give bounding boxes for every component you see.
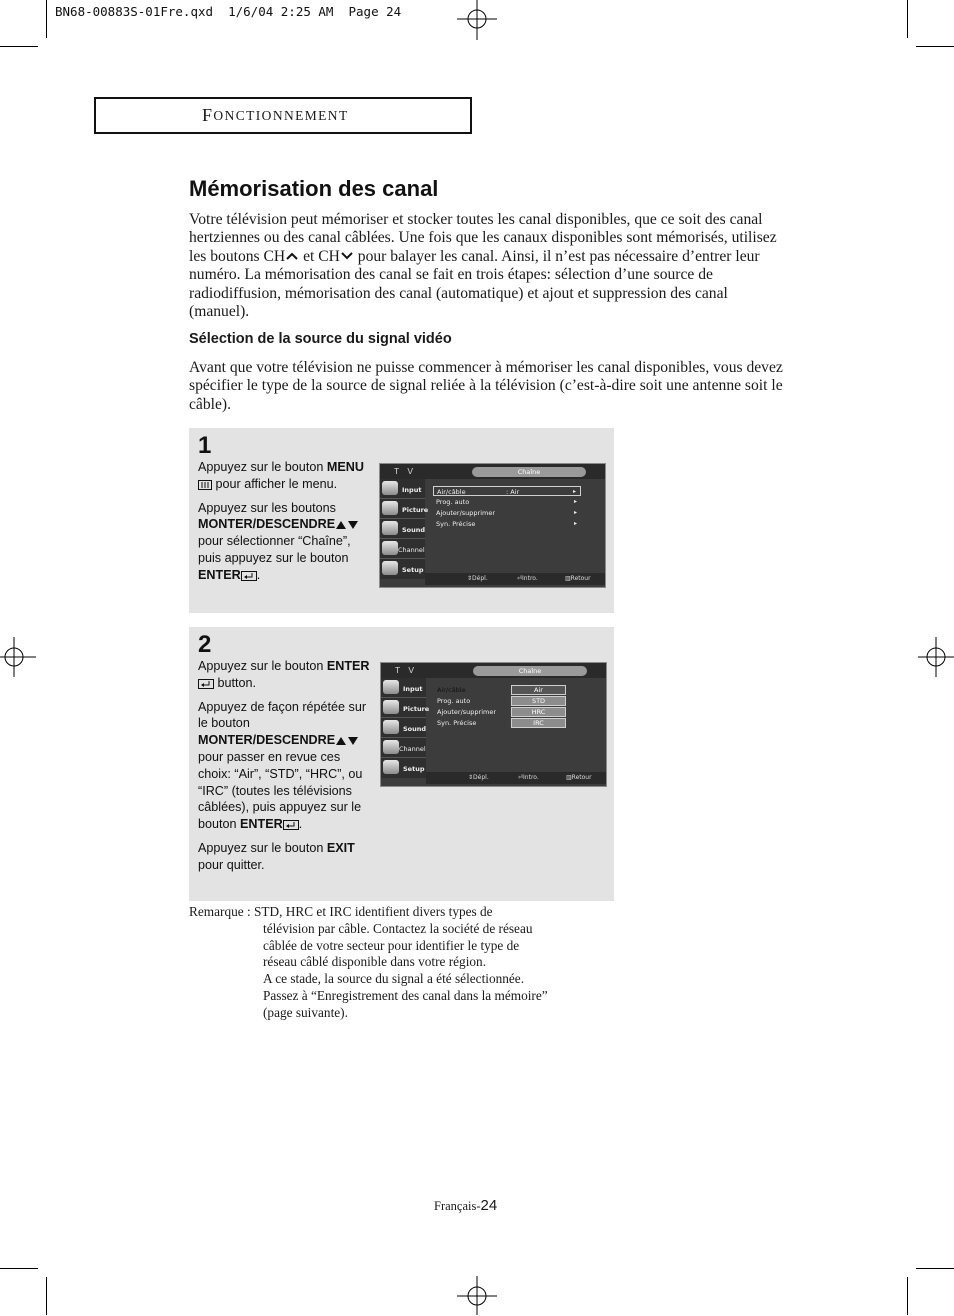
osd-tv-label: T V bbox=[394, 466, 417, 476]
crop-mark bbox=[907, 1277, 908, 1315]
page-number: 24 bbox=[480, 1197, 498, 1214]
registration-mark-icon bbox=[457, 0, 497, 40]
osd-row-add-remove bbox=[434, 707, 504, 717]
osd-row-fine-tune bbox=[434, 718, 504, 728]
osd-menu-label: Picture bbox=[402, 506, 429, 514]
osd-hint-label: Retour bbox=[571, 774, 592, 781]
osd-row-label: Air/câble bbox=[437, 488, 466, 496]
arrow-right-icon: ▸ bbox=[573, 520, 577, 527]
step-text: button. bbox=[214, 675, 257, 690]
osd-option-air: Air bbox=[511, 685, 566, 695]
intro-text: Votre télévision peut mémoriser et stocker toutes les canal disponibles, que ce soit des canal hertziennes ou des canal câblées. Une fois que les canaux disponibles sont mémorisés, utilisez les boutons CH bbox=[189, 211, 777, 265]
osd-menu-sound bbox=[381, 718, 426, 738]
osd-row-label: Ajouter/supprimer bbox=[436, 509, 495, 517]
osd-sidebar bbox=[380, 479, 429, 579]
osd-menu-picture bbox=[380, 499, 429, 519]
crop-mark bbox=[0, 46, 38, 47]
remark-line: Remarque : STD, HRC et IRC identifient divers types de bbox=[189, 904, 493, 919]
osd-tv-label: T V bbox=[395, 665, 418, 675]
step-text: Appuyez sur les boutons bbox=[198, 500, 336, 515]
remark-line: câblée de votre secteur pour identifier le type de bbox=[263, 937, 520, 953]
osd-menu-channel bbox=[381, 738, 426, 758]
sound-icon bbox=[383, 720, 399, 734]
step-text: . bbox=[256, 567, 261, 582]
osd-enter-hint: ⏎ Intro. bbox=[518, 772, 523, 784]
step-number: 2 bbox=[198, 631, 212, 658]
step-text: Appuyez sur le bouton bbox=[198, 460, 327, 474]
osd-top-bar bbox=[381, 663, 606, 678]
crop-mark bbox=[46, 0, 47, 38]
osd-row-prog-auto bbox=[433, 497, 581, 507]
osd-return-hint: ▥ Retour bbox=[566, 772, 572, 784]
chevron-down-icon bbox=[340, 251, 354, 261]
menu-button-label: MENU bbox=[326, 460, 364, 474]
section-tab-initial: F bbox=[202, 105, 214, 125]
page-footer bbox=[434, 1197, 497, 1214]
osd-menu-input bbox=[381, 678, 426, 698]
osd-hint-label: Dépl. bbox=[472, 575, 488, 582]
up-down-button-label: MONTER/DESCENDRE bbox=[198, 733, 336, 748]
osd-row-label: Syn. Précise bbox=[437, 719, 477, 727]
osd-row-label: Air/câble bbox=[437, 686, 466, 694]
osd-menu-label: Input bbox=[402, 486, 422, 494]
enter-icon bbox=[283, 820, 299, 830]
crop-mark bbox=[46, 1277, 47, 1315]
step-text: pour sélectionner “Chaîne”, puis appuyez sur le bouton bbox=[198, 534, 351, 565]
source-paragraph: Avant que votre télévision ne puisse commencer à mémoriser les canal disponibles, vous devez spécifier le type de la source de signal reliée à la télévision (c’est-à-dire soit une antenne soit le câble). bbox=[189, 359, 783, 413]
osd-bottom-bar bbox=[426, 772, 606, 784]
setup-icon bbox=[383, 760, 399, 774]
arrow-right-icon: ▸ bbox=[573, 509, 577, 516]
osd-menu-picture bbox=[381, 698, 430, 718]
osd-hint-label: Dépl. bbox=[473, 774, 489, 781]
step-number: 1 bbox=[198, 432, 212, 459]
arrow-right-icon: ▸ bbox=[572, 488, 576, 495]
step-2-box bbox=[189, 627, 614, 901]
input-icon bbox=[382, 481, 398, 495]
osd-bottom-bar bbox=[425, 573, 605, 585]
step-1-text bbox=[198, 459, 373, 591]
osd-menu-label: Channel bbox=[399, 745, 426, 753]
step-text: pour quitter. bbox=[198, 857, 265, 872]
print-header: BN68-00883S-01Fre.qxd 1/6/04 2:25 AM Page 24 bbox=[55, 4, 402, 19]
enter-button-label: ENTER bbox=[326, 659, 370, 673]
arrow-right-icon: ▸ bbox=[573, 498, 577, 505]
crop-mark bbox=[0, 1268, 38, 1269]
osd-row-label: Prog. auto bbox=[437, 697, 471, 705]
enter-icon bbox=[198, 679, 214, 689]
osd-menu-label: Sound bbox=[402, 526, 426, 534]
footer-language: Français- bbox=[434, 1199, 481, 1213]
menu-icon bbox=[198, 480, 212, 490]
osd-row-air-cable bbox=[434, 685, 504, 695]
up-down-arrows-icon bbox=[335, 736, 359, 746]
section-tab bbox=[94, 97, 472, 134]
osd-return-hint: ▥ Retour bbox=[565, 573, 571, 585]
osd-menu-setup bbox=[380, 559, 425, 578]
step-text: Appuyez sur le bouton bbox=[198, 659, 327, 673]
remark-line: Passez à “Enregistrement des canal dans la mémoire” bbox=[263, 987, 548, 1003]
osd-hint-label: Retour bbox=[570, 575, 591, 582]
osd-top-bar bbox=[380, 464, 605, 479]
registration-mark-icon bbox=[918, 637, 954, 677]
tv-osd-screen bbox=[380, 662, 607, 787]
step-text: pour passer en revue ces choix: “Air”, “STD”, “HRC”, ou “IRC” (toutes les télévisions câblées), puis appuyez sur le bouton bbox=[198, 749, 363, 832]
osd-row-value: : Air bbox=[506, 488, 520, 496]
intro-text: pour balayer les canal. Ainsi, il n’est pas nécessaire d’entrer leur numéro. La mémorisation des canal se fait en trois étapes: sélection d’une source de radiodiffusion, mémorisation des canal (automatique) et ajout et suppression des canal (manuel). bbox=[189, 247, 760, 321]
osd-move-hint: ⇕ Dépl. bbox=[467, 573, 472, 585]
sound-icon bbox=[382, 521, 398, 535]
channel-icon bbox=[382, 541, 398, 555]
step-text: pour afficher le menu. bbox=[212, 476, 338, 491]
up-down-button-label: MONTER/DESCENDRE bbox=[198, 517, 336, 532]
tv-osd-screen bbox=[379, 463, 606, 588]
intro-paragraph bbox=[189, 211, 789, 321]
step-2-text bbox=[198, 658, 373, 881]
osd-menu-label: Setup bbox=[403, 765, 425, 773]
remark-line: réseau câblé disponible dans votre région. bbox=[263, 954, 487, 970]
osd-menu-setup bbox=[381, 758, 426, 777]
step-1-box bbox=[189, 428, 614, 613]
remark-line: télévision par câble. Contactez la société de réseau bbox=[263, 920, 533, 936]
osd-row-air-cable bbox=[433, 486, 581, 496]
picture-icon bbox=[382, 501, 398, 515]
remark-note bbox=[189, 904, 599, 1022]
osd-menu-label: Sound bbox=[403, 725, 427, 733]
osd-enter-hint: ⏎ Intro. bbox=[517, 573, 522, 585]
remark-line: A ce stade, la source du signal a été sélectionnée. bbox=[263, 971, 525, 987]
picture-icon bbox=[383, 700, 399, 714]
up-down-arrows-icon bbox=[335, 520, 359, 530]
osd-row-fine-tune bbox=[433, 519, 581, 529]
osd-menu-label: Input bbox=[403, 685, 423, 693]
intro-text: et CH bbox=[299, 247, 340, 265]
osd-sidebar bbox=[381, 678, 430, 778]
osd-move-hint: ⇕ Dépl. bbox=[468, 772, 473, 784]
osd-channel-tab: Chaîne bbox=[473, 666, 587, 676]
setup-icon bbox=[382, 561, 398, 575]
step-text: Appuyez de façon répétée sur le bouton bbox=[198, 699, 367, 731]
osd-option-hrc: HRC bbox=[511, 707, 566, 717]
osd-menu-label: Channel bbox=[398, 546, 425, 554]
channel-icon bbox=[383, 740, 399, 754]
osd-row-label: Prog. auto bbox=[436, 498, 470, 506]
osd-row-label: Syn. Précise bbox=[436, 520, 476, 528]
osd-menu-label: Setup bbox=[402, 566, 424, 574]
exit-button-label: EXIT bbox=[326, 840, 355, 855]
osd-option-irc: IRC bbox=[511, 718, 566, 728]
osd-menu-label: Picture bbox=[403, 705, 430, 713]
registration-mark-icon bbox=[457, 1276, 497, 1316]
osd-channel-tab: Chaîne bbox=[472, 467, 586, 477]
enter-button-label: ENTER bbox=[240, 817, 283, 832]
input-icon bbox=[383, 680, 399, 694]
registration-mark-icon bbox=[0, 637, 36, 677]
step-text: Appuyez sur le bouton bbox=[198, 840, 327, 855]
crop-mark bbox=[916, 46, 954, 47]
chevron-up-icon bbox=[285, 251, 299, 261]
osd-hint-label: Intro. bbox=[522, 575, 538, 582]
osd-row-add-remove bbox=[433, 508, 581, 518]
osd-menu-input bbox=[380, 479, 425, 499]
page-title: Mémorisation des canal bbox=[189, 176, 439, 201]
osd-row-prog-auto bbox=[434, 696, 504, 706]
osd-option-std: STD bbox=[511, 696, 566, 706]
crop-mark bbox=[907, 0, 908, 38]
crop-mark bbox=[916, 1268, 954, 1269]
step-text: . bbox=[298, 817, 303, 832]
osd-row-label: Ajouter/supprimer bbox=[437, 708, 496, 716]
osd-hint-label: Intro. bbox=[523, 774, 539, 781]
enter-icon bbox=[241, 571, 257, 581]
osd-menu-sound bbox=[380, 519, 425, 539]
remark-line: (page suivante). bbox=[263, 1004, 348, 1020]
enter-button-label: ENTER bbox=[198, 567, 241, 582]
section-tab-rest: ONCTIONNEMENT bbox=[213, 107, 349, 123]
osd-menu-channel bbox=[380, 539, 425, 559]
subheading: Sélection de la source du signal vidéo bbox=[189, 331, 452, 347]
